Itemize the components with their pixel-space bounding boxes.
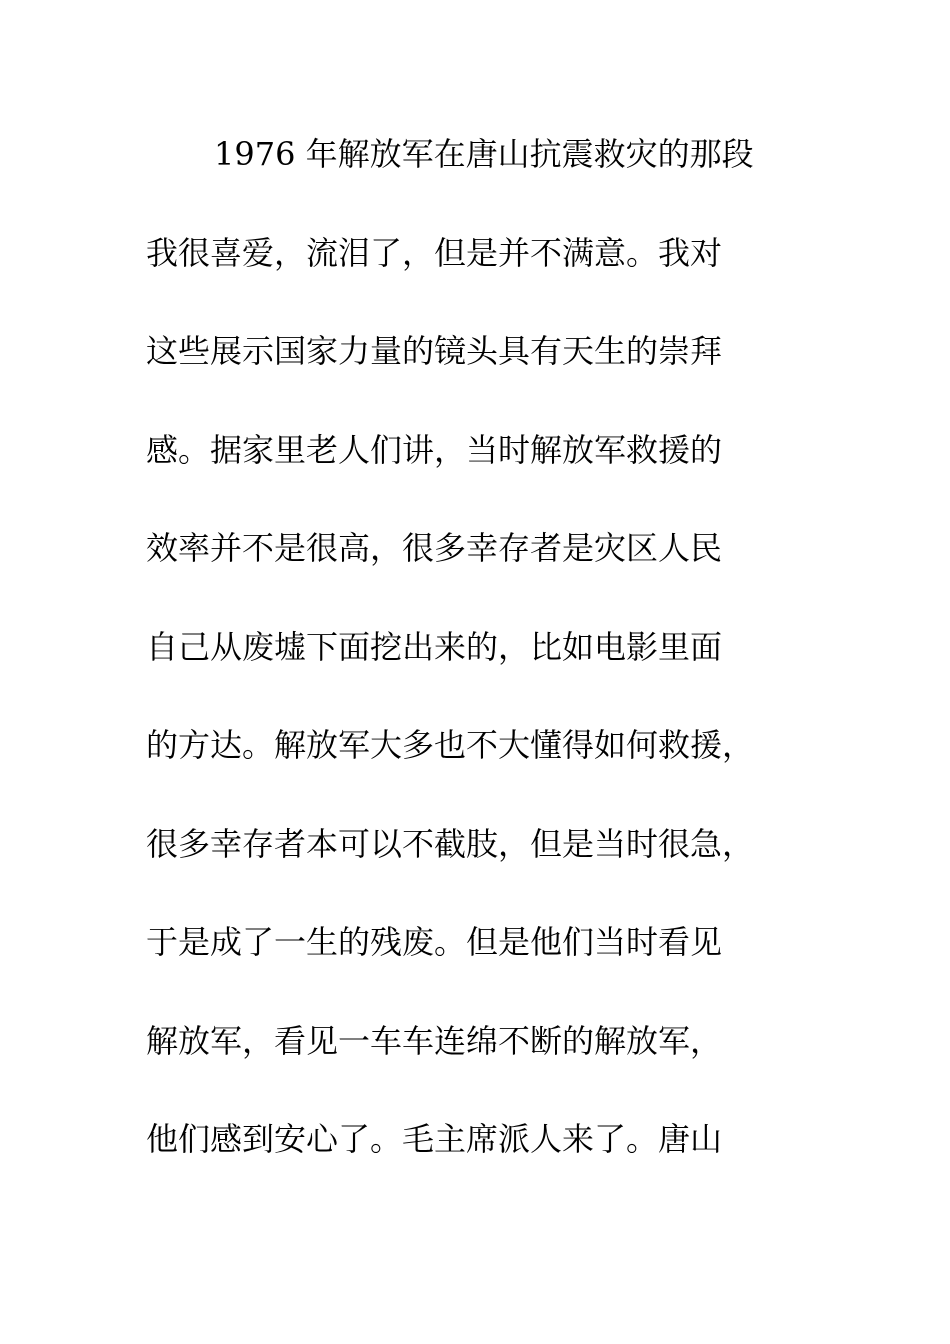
text-line: 的方达。解放军大多也不大懂得如何救援， (146, 726, 755, 764)
text-line: 自己从废墟下面挖出来的，比如电影里面 (146, 627, 723, 666)
text-line: 很多幸存者本可以不截肢，但是当时很急， (146, 824, 755, 863)
text-line: 他们感到安心了。毛主席派人来了。唐山 (146, 1120, 723, 1158)
text-line: 于是成了一生的残废。但是他们当时看见 (146, 923, 723, 961)
text-line: 效率并不是很高，很多幸存者是灾区人民 (146, 529, 723, 567)
text-line: 我很喜爱，流泪了，但是并不满意。我对 (146, 233, 723, 272)
text-line: 这些展示国家力量的镜头具有天生的崇拜 (146, 332, 723, 370)
text-line: 感。据家里老人们讲，当时解放军救援的 (146, 430, 723, 469)
body-paragraph (146, 124, 846, 1208)
text-line: 1976 年解放军在唐山抗震救灾的那段 (214, 135, 754, 173)
text-line: 解放军，看见一车车连绵不断的解放军， (146, 1021, 723, 1060)
